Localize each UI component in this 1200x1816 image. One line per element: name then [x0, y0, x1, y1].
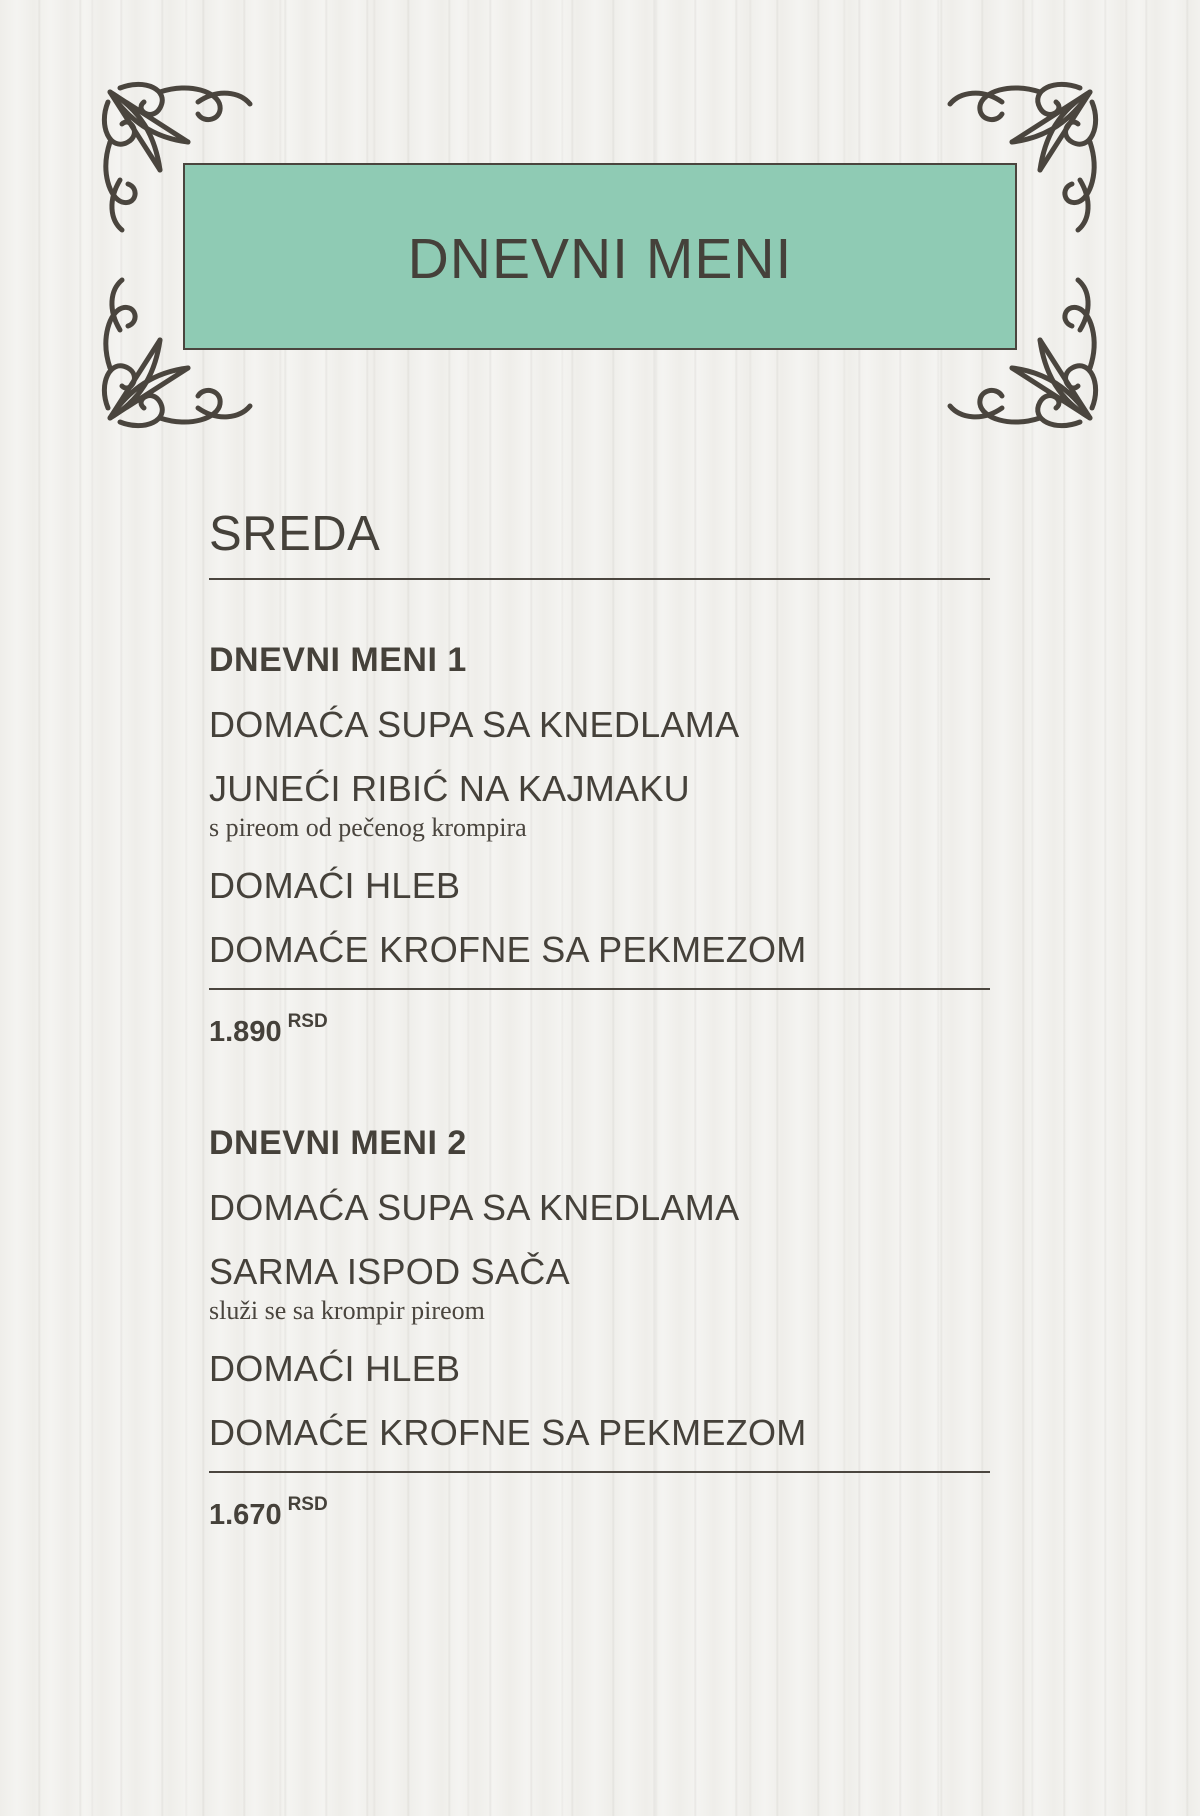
menu-item: DOMAĆI HLEB: [209, 1348, 461, 1389]
price-value: 1.670: [209, 1499, 282, 1531]
page-title: DNEVNI MENI: [407, 226, 793, 291]
day-heading: SREDA: [209, 507, 381, 561]
menu-price: [209, 1495, 990, 1530]
menu-item: SARMA ISPOD SAČA: [209, 1251, 570, 1292]
menu-item: DOMAĆA SUPA SA KNEDLAMA: [209, 1187, 740, 1228]
divider: [209, 988, 990, 990]
menu-title: DNEVNI MENI 1: [209, 641, 467, 679]
menu-price: [209, 1012, 990, 1047]
divider: [209, 1471, 990, 1473]
menu-title: DNEVNI MENI 2: [209, 1124, 467, 1162]
menu-content: [209, 507, 990, 1531]
price-currency: RSD: [287, 1494, 328, 1515]
menu-section-2: [209, 1126, 990, 1530]
menu-item: DOMAĆI HLEB: [209, 865, 461, 906]
menu-item: JUNEĆI RIBIĆ NA KAJMAKU: [209, 768, 690, 809]
price-currency: RSD: [287, 1011, 328, 1032]
menu-section-1: [209, 643, 990, 1047]
menu-item: DOMAĆE KROFNE SA PEKMEZOM: [209, 1412, 807, 1453]
divider: [209, 578, 990, 580]
menu-item-note: služi se sa krompir pireom: [209, 1296, 485, 1325]
menu-item-note: s pireom od pečenog krompira: [209, 813, 527, 842]
menu-item: DOMAĆE KROFNE SA PEKMEZOM: [209, 929, 807, 970]
price-value: 1.890: [209, 1016, 282, 1048]
title-banner: [183, 163, 1017, 350]
menu-item: DOMAĆA SUPA SA KNEDLAMA: [209, 704, 740, 745]
